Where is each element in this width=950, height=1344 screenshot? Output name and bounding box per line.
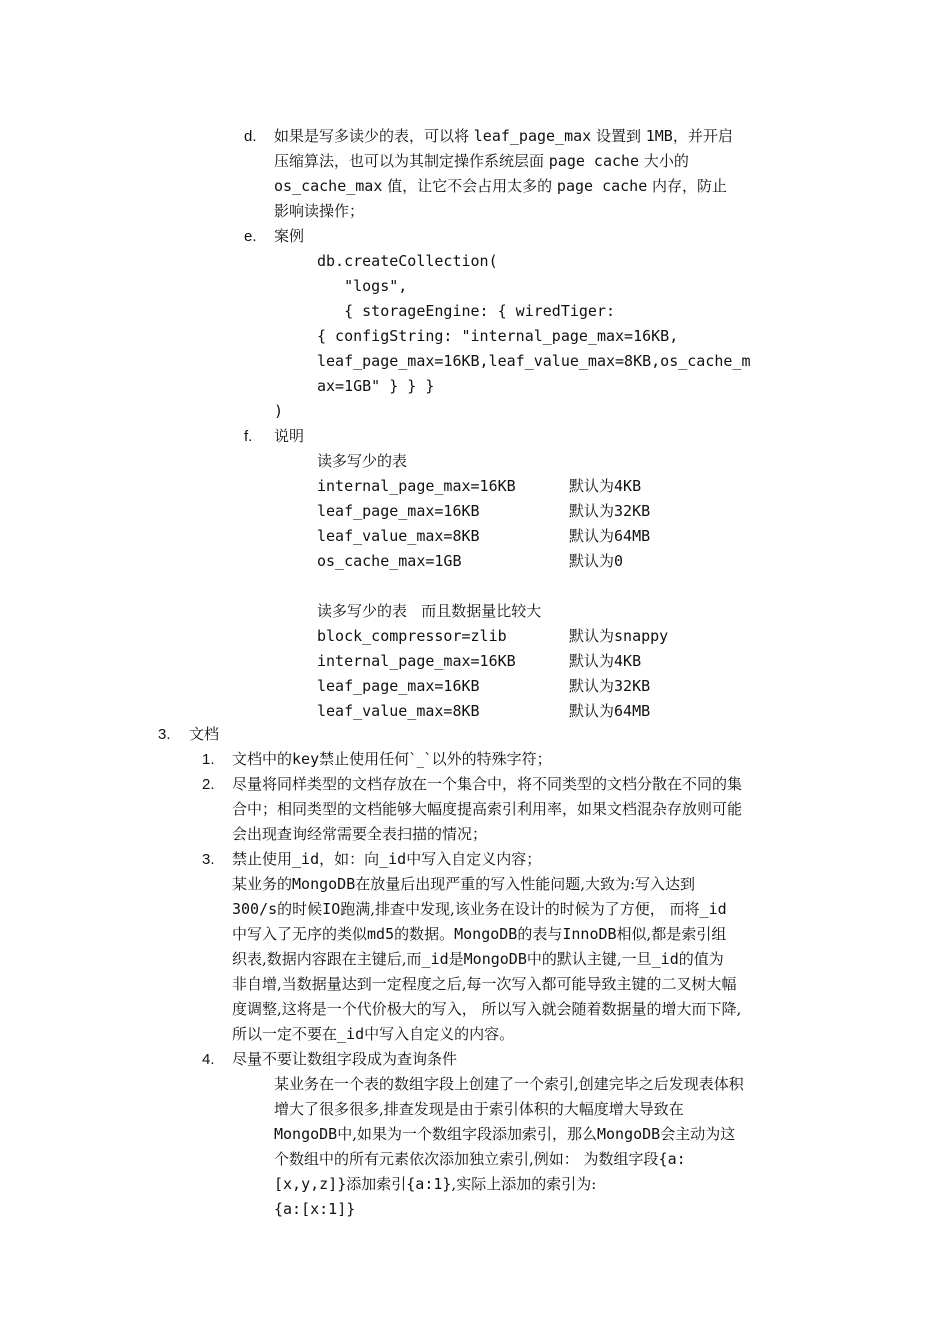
item-3-line: 非自增,当数据量达到一定程度之后,每一次写入都可能导致主键的二叉树大幅	[232, 975, 737, 993]
config-default: 默认为snappy	[569, 627, 669, 645]
list-marker-4: 4.	[202, 1051, 215, 1068]
code-line: leaf_page_max=16KB,leaf_value_max=8KB,os_cache_m	[317, 352, 751, 370]
config-param: leaf_value_max=8KB	[317, 702, 480, 720]
item-4-sub-line: MongoDB中,如果为一个数组字段添加索引，那么MongoDB会主动为这	[274, 1125, 736, 1143]
item-2-line: 尽量将同样类型的文档存放在一个集合中，将不同类型的文档分散在不同的集	[232, 775, 743, 793]
item-3-line: 300/s的时候IO跑满,排查中发现,该业务在设计的时候为了方便， 而将_id	[232, 900, 727, 918]
item-3-line: 某业务的MongoDB在放量后出现严重的写入性能问题,大致为:写入达到	[232, 875, 696, 893]
config-default: 默认为4KB	[569, 477, 642, 495]
item-d-line-2: 压缩算法，也可以为其制定操作系统层面 page cache 大小的	[274, 152, 689, 170]
item-d-line-1: 如果是写多读少的表，可以将 leaf_page_max 设置到 1MB，并开启	[274, 127, 733, 145]
item-3-line: 禁止使用_id，如：向_id中写入自定义内容；	[232, 850, 542, 868]
item-4-line: 尽量不要让数组字段成为查询条件	[232, 1050, 458, 1068]
item-4-sub-line: 某业务在一个表的数组字段上创建了一个索引,创建完毕之后发现表体积	[274, 1075, 744, 1093]
code-close: )	[274, 402, 284, 420]
list-marker-1: 1.	[202, 751, 215, 768]
section-title: 文档	[189, 725, 220, 743]
item-4-sub-line: 个数组中的所有元素依次添加独立索引,例如： 为数组字段{a:	[274, 1150, 686, 1168]
config-group-title: 读多写少的表	[317, 452, 408, 470]
code-line: ax=1GB" } } }	[317, 377, 435, 395]
list-marker-e: e.	[244, 228, 257, 245]
config-default: 默认为64MB	[569, 527, 651, 545]
code-line: { configString: "internal_page_max=16KB,	[317, 327, 679, 345]
config-default: 默认为64MB	[569, 702, 651, 720]
item-d-line-3: os_cache_max 值，让它不会占用太多的 page cache 内存，防止	[274, 177, 728, 195]
config-group-title: 读多写少的表 而且数据量比较大	[317, 602, 542, 620]
list-marker-d: d.	[244, 128, 257, 145]
code-line: { storageEngine: { wiredTiger:	[317, 302, 616, 320]
list-marker-3: 3.	[202, 851, 215, 868]
item-d-line-4: 影响读操作；	[274, 202, 365, 220]
item-4-sub-line: [x,y,z]}添加索引{a:1},实际上添加的索引为:	[274, 1175, 597, 1193]
item-3-line: 所以一定不要在_id中写入自定义的内容。	[232, 1025, 515, 1043]
item-2-line: 合中；相同类型的文档能够大幅度提高索引利用率，如果文档混杂存放则可能	[232, 800, 743, 818]
section-marker-3: 3.	[158, 726, 171, 743]
item-3-line: 度调整,这将是一个代价极大的写入， 所以写入就会随着数据量的增大而下降,	[232, 1000, 742, 1018]
config-param: leaf_page_max=16KB	[317, 677, 480, 695]
config-param: leaf_page_max=16KB	[317, 502, 480, 520]
config-param: block_compressor=zlib	[317, 627, 507, 645]
item-1-line-1: 文档中的key禁止使用任何`_`以外的特殊字符；	[232, 750, 552, 768]
list-marker-2: 2.	[202, 776, 215, 793]
config-default: 默认为32KB	[569, 677, 651, 695]
item-4-sub-line: {a:[x:1]}	[274, 1200, 356, 1218]
config-param: internal_page_max=16KB	[317, 652, 516, 670]
item-e-label: 案例	[274, 227, 305, 245]
code-line: "logs",	[317, 277, 408, 295]
config-default: 默认为4KB	[569, 652, 642, 670]
code-line: db.createCollection(	[317, 252, 498, 270]
item-2-line: 会出现查询经常需要全表扫描的情况；	[232, 825, 488, 843]
list-marker-f: f.	[244, 428, 253, 445]
item-4-sub-line: 增大了很多很多,排查发现是由于索引体积的大幅度增大导致在	[274, 1100, 684, 1118]
config-param: os_cache_max=1GB	[317, 552, 462, 570]
config-param: leaf_value_max=8KB	[317, 527, 480, 545]
config-default: 默认为32KB	[569, 502, 651, 520]
item-3-line: 织表,数据内容跟在主键后,而_id是MongoDB中的默认主键,一旦_id的值为	[232, 950, 724, 968]
item-3-line: 中写入了无序的类似md5的数据。MongoDB的表与InnoDB相似,都是索引组	[232, 925, 727, 943]
config-default: 默认为0	[569, 552, 624, 570]
config-param: internal_page_max=16KB	[317, 477, 516, 495]
item-f-label: 说明	[274, 427, 305, 445]
